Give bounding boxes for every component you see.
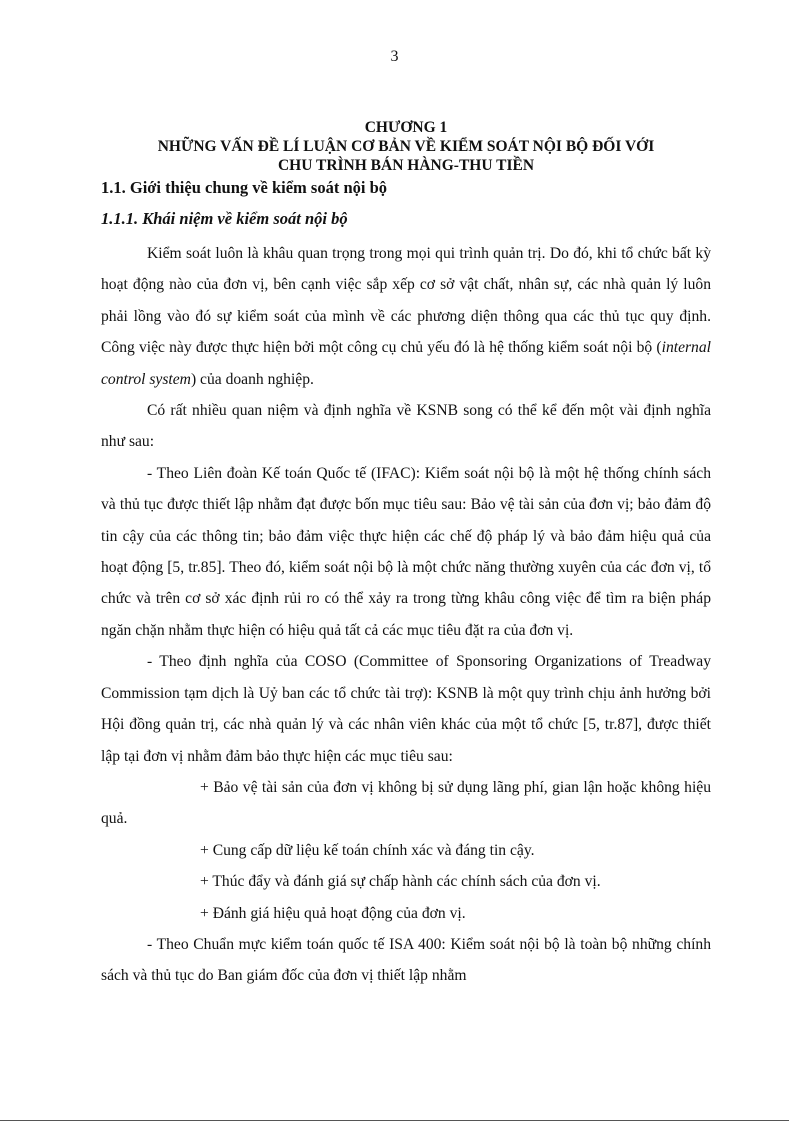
subsection-heading: 1.1.1. Khái niệm về kiểm soát nội bộ (101, 209, 348, 228)
body-text (101, 238, 711, 992)
paragraph-isa400: - Theo Chuẩn mực kiểm toán quốc tế ISA 400: Kiểm soát nội bộ là toàn bộ những chính sách và thủ tục do Ban giám đốc của đơn vị thiết lập nhằm (101, 935, 711, 985)
bullet-item: + Bảo vệ tài sản của đơn vị không bị sử dụng lãng phí, gian lận hoặc không hiệu quả. (101, 778, 711, 828)
paragraph-coso: - Theo định nghĩa của COSO (Committee of Sponsoring Organizations of Treadway Commission tạm dịch là Uỷ ban các tổ chức tài trợ): KSNB là một quy trình chịu ảnh hưởng bởi Hội đồng quản trị, các nhà quản lý và các nhân viên khác của một tổ chức [5, tr.87], được thiết lập tại đơn vị nhằm đảm bảo thực hiện các mục tiêu sau: (101, 653, 711, 765)
paragraph-intro (101, 238, 711, 395)
paragraph-intro-italic: internal control system (101, 339, 711, 388)
chapter-title-line-1: NHỮNG VẤN ĐỀ LÍ LUẬN CƠ BẢN VỀ KIỂM SOÁT NỘI BỘ ĐỐI VỚI (157, 138, 655, 155)
paragraph-intro-text: Kiểm soát luôn là khâu quan trọng trong mọi qui trình quản trị. Do đó, khi tổ chức bất kỳ hoạt động nào của đơn vị, bên cạnh việc sắp xếp cơ sở vật chất, nhân sự, các nhà quản lý luôn phải lồng vào đó sự kiểm soát của mình về các phương diện thông qua các thủ tục quy định. Công việc này được thực hiện bởi một công cụ chủ yếu đó là hệ thống kiểm soát nội bộ ( (101, 245, 711, 357)
bullet-item: + Cung cấp dữ liệu kế toán chính xác và đáng tin cậy. (200, 841, 535, 859)
bullet-item: + Đánh giá hiệu quả hoạt động của đơn vị. (200, 904, 466, 922)
paragraph-ifac: - Theo Liên đoàn Kế toán Quốc tế (IFAC): Kiểm soát nội bộ là một hệ thống chính sách và thủ tục được thiết lập nhằm đạt được bốn mục tiêu sau: Bảo vệ tài sản của đơn vị; bảo đảm độ tin cậy của các thông tin; bảo đảm việc thực hiện các chế độ pháp lý và bảo đảm hiệu quả của hoạt động [5, tr.85]. Theo đó, kiểm soát nội bộ là một chức năng thường xuyên của các đơn vị, tổ chức và trên cơ sở xác định rủi ro có thể xảy ra trong từng khâu công việc để tìm ra biện pháp ngăn chặn nhằm thực hiện có hiệu quả tất cả các mục tiêu đặt ra của đơn vị. (101, 464, 711, 639)
bullet-item: + Thúc đẩy và đánh giá sự chấp hành các chính sách của đơn vị. (200, 873, 601, 891)
section-heading: 1.1. Giới thiệu chung về kiểm soát nội bộ (101, 178, 388, 197)
bottom-divider (0, 1120, 789, 1121)
chapter-title-line-2: CHU TRÌNH BÁN HÀNG-THU TIỀN (277, 157, 535, 174)
chapter-heading (100, 118, 712, 175)
paragraph-intro-end: ) của doanh nghiệp. (190, 370, 314, 388)
paragraph-definitions: Có rất nhiều quan niệm và định nghĩa về KSNB song có thể kể đến một vài định nghĩa như sau: (101, 402, 711, 451)
chapter-label: CHƯƠNG 1 (364, 119, 448, 136)
page-number: 3 (390, 48, 399, 65)
